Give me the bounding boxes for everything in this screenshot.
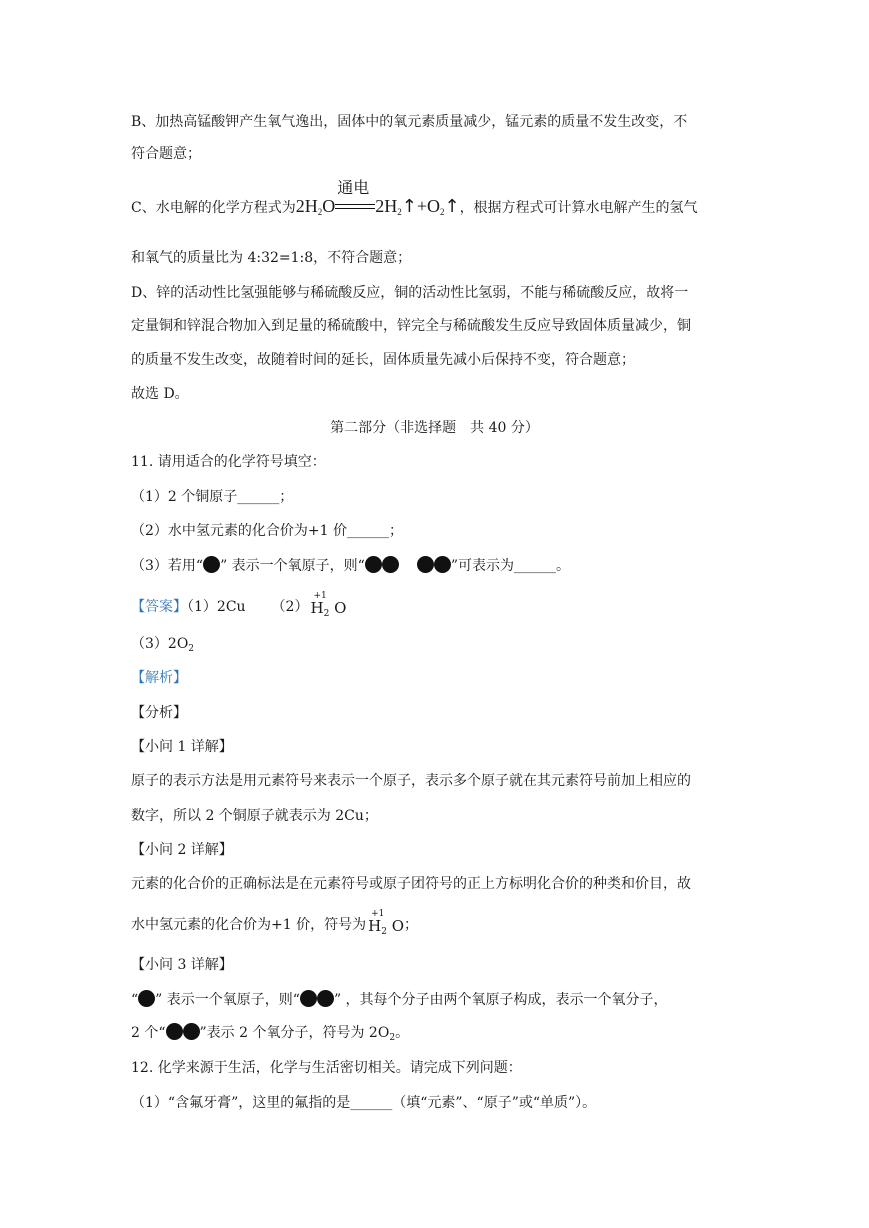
q11-part-3: （3）若用“ ” 表示一个氧原子，则“ ”可表示为______。 bbox=[131, 558, 571, 574]
equation-lhs: $2H_2O$ bbox=[295, 196, 336, 217]
sub2-title: 【小问 2 详解】 bbox=[131, 842, 233, 858]
q11-stem: 11. 请用适合的化学符号填空： bbox=[131, 454, 326, 470]
gas-arrow-icon: ↑ bbox=[401, 196, 417, 217]
answer-2-label: （2） bbox=[271, 599, 309, 615]
section-title: 第二部分（非选择题 共 40 分） bbox=[330, 420, 539, 436]
sub1-line-2: 数字，所以 2 个铜原子就表示为 2Cu； bbox=[131, 808, 378, 824]
q12-part-1: （1）“含氟牙膏”，这里的氟指的是______（填“元素”、“原子”或“单质”）。 bbox=[131, 1095, 597, 1111]
oxygen-atom-icon bbox=[434, 556, 451, 573]
oxygen-atom-icon bbox=[365, 556, 382, 573]
q11-part-2: （2）水中氢元素的化合价为+1 价______； bbox=[131, 523, 403, 539]
choice-line: 故选 D。 bbox=[131, 386, 189, 402]
q12-stem: 12. 化学来源于生活，化学与生活密切相关。请完成下列问题： bbox=[131, 1060, 522, 1076]
sub2-line-1: 元素的化合价的正确标法是在元素符号或原子团符号的正上方标明化合价的种类和价目，故 bbox=[131, 876, 691, 892]
q11-part-1: （1）2 个铜原子______； bbox=[131, 489, 294, 505]
analysis-tag: 【解析】 bbox=[131, 670, 187, 686]
b-explain-line-2: 符合题意； bbox=[131, 146, 201, 162]
equation-equals-sign bbox=[335, 178, 375, 214]
gas-arrow-icon: ↑ bbox=[444, 196, 460, 217]
c-explain-prefix: C、水电解的化学方程式为 bbox=[131, 200, 296, 216]
answer-tag: 【答案】 bbox=[131, 599, 187, 615]
b-explain-line-1: B、加热高锰酸钾产生氧气逸出，固体中的氧元素质量减少，锰元素的质量不发生改变，不 bbox=[131, 114, 688, 130]
oxygen-atom-icon bbox=[317, 990, 334, 1007]
c-explain-line-2: 和氧气的质量比为 4:32=1:8，不符合题意； bbox=[131, 250, 412, 266]
sub1-line-1: 原子的表示方法是用元素符号来表示一个原子，表示多个原子就在其元素符号前加上相应的 bbox=[131, 773, 691, 789]
oxygen-atom-icon bbox=[166, 1023, 183, 1040]
equation-condition: 通电 bbox=[337, 178, 370, 197]
answer-1: （1）2Cu bbox=[187, 599, 246, 615]
sub3-line-1: “ ” 表示一个氧原子，则“ ” ，其每个分子由两个氧原子构成，表示一个氧分子， bbox=[131, 992, 668, 1008]
h2o-valence-formula: +1 $H_2$ O bbox=[310, 591, 347, 619]
sub3-line-2: 2 个“ ”表示 2 个氧分子，符号为 $2O_2$。 bbox=[131, 1025, 410, 1043]
d-explain-line-3: 的质量不发生改变，故随着时间的延长，固体质量先减小后保持不变，符合题意； bbox=[131, 352, 635, 368]
sub1-title: 【小问 1 详解】 bbox=[131, 739, 233, 755]
c-explain-suffix: ，根据方程式可计算水电解产生的氢气 bbox=[459, 200, 698, 216]
oxygen-atom-icon bbox=[382, 556, 399, 573]
oxygen-atom-icon bbox=[300, 990, 317, 1007]
fenxi-tag: 【分析】 bbox=[131, 705, 187, 721]
oxygen-atom-icon bbox=[183, 1023, 200, 1040]
oxygen-atom-icon bbox=[138, 990, 155, 1007]
c-explain-equation-line bbox=[131, 178, 698, 222]
sub2-line-2: 水中氢元素的化合价为+1 价，符号为 +1 $H_2$ O； bbox=[131, 909, 418, 937]
oxygen-atom-icon bbox=[203, 556, 220, 573]
d-explain-line-2: 定量铜和锌混合物加入到足量的稀硫酸中，锌完全与稀硫酸发生反应导致固体质量减少，铜 bbox=[131, 318, 691, 334]
oxygen-atom-icon bbox=[417, 556, 434, 573]
equation-rhs: $2H_2↑+O_2↑$ bbox=[375, 196, 460, 217]
sub3-title: 【小问 3 详解】 bbox=[131, 957, 233, 973]
q11-answer-3: $(3)2O_2$ bbox=[131, 636, 195, 654]
d-explain-line-1: D、锌的活动性比氢强能够与稀硫酸反应，铜的活动性比氢弱，不能与稀硫酸反应，故将一 bbox=[131, 285, 689, 301]
q11-answer-line bbox=[131, 591, 347, 621]
h2o-valence-formula: +1 $H_2$ O bbox=[368, 909, 404, 937]
